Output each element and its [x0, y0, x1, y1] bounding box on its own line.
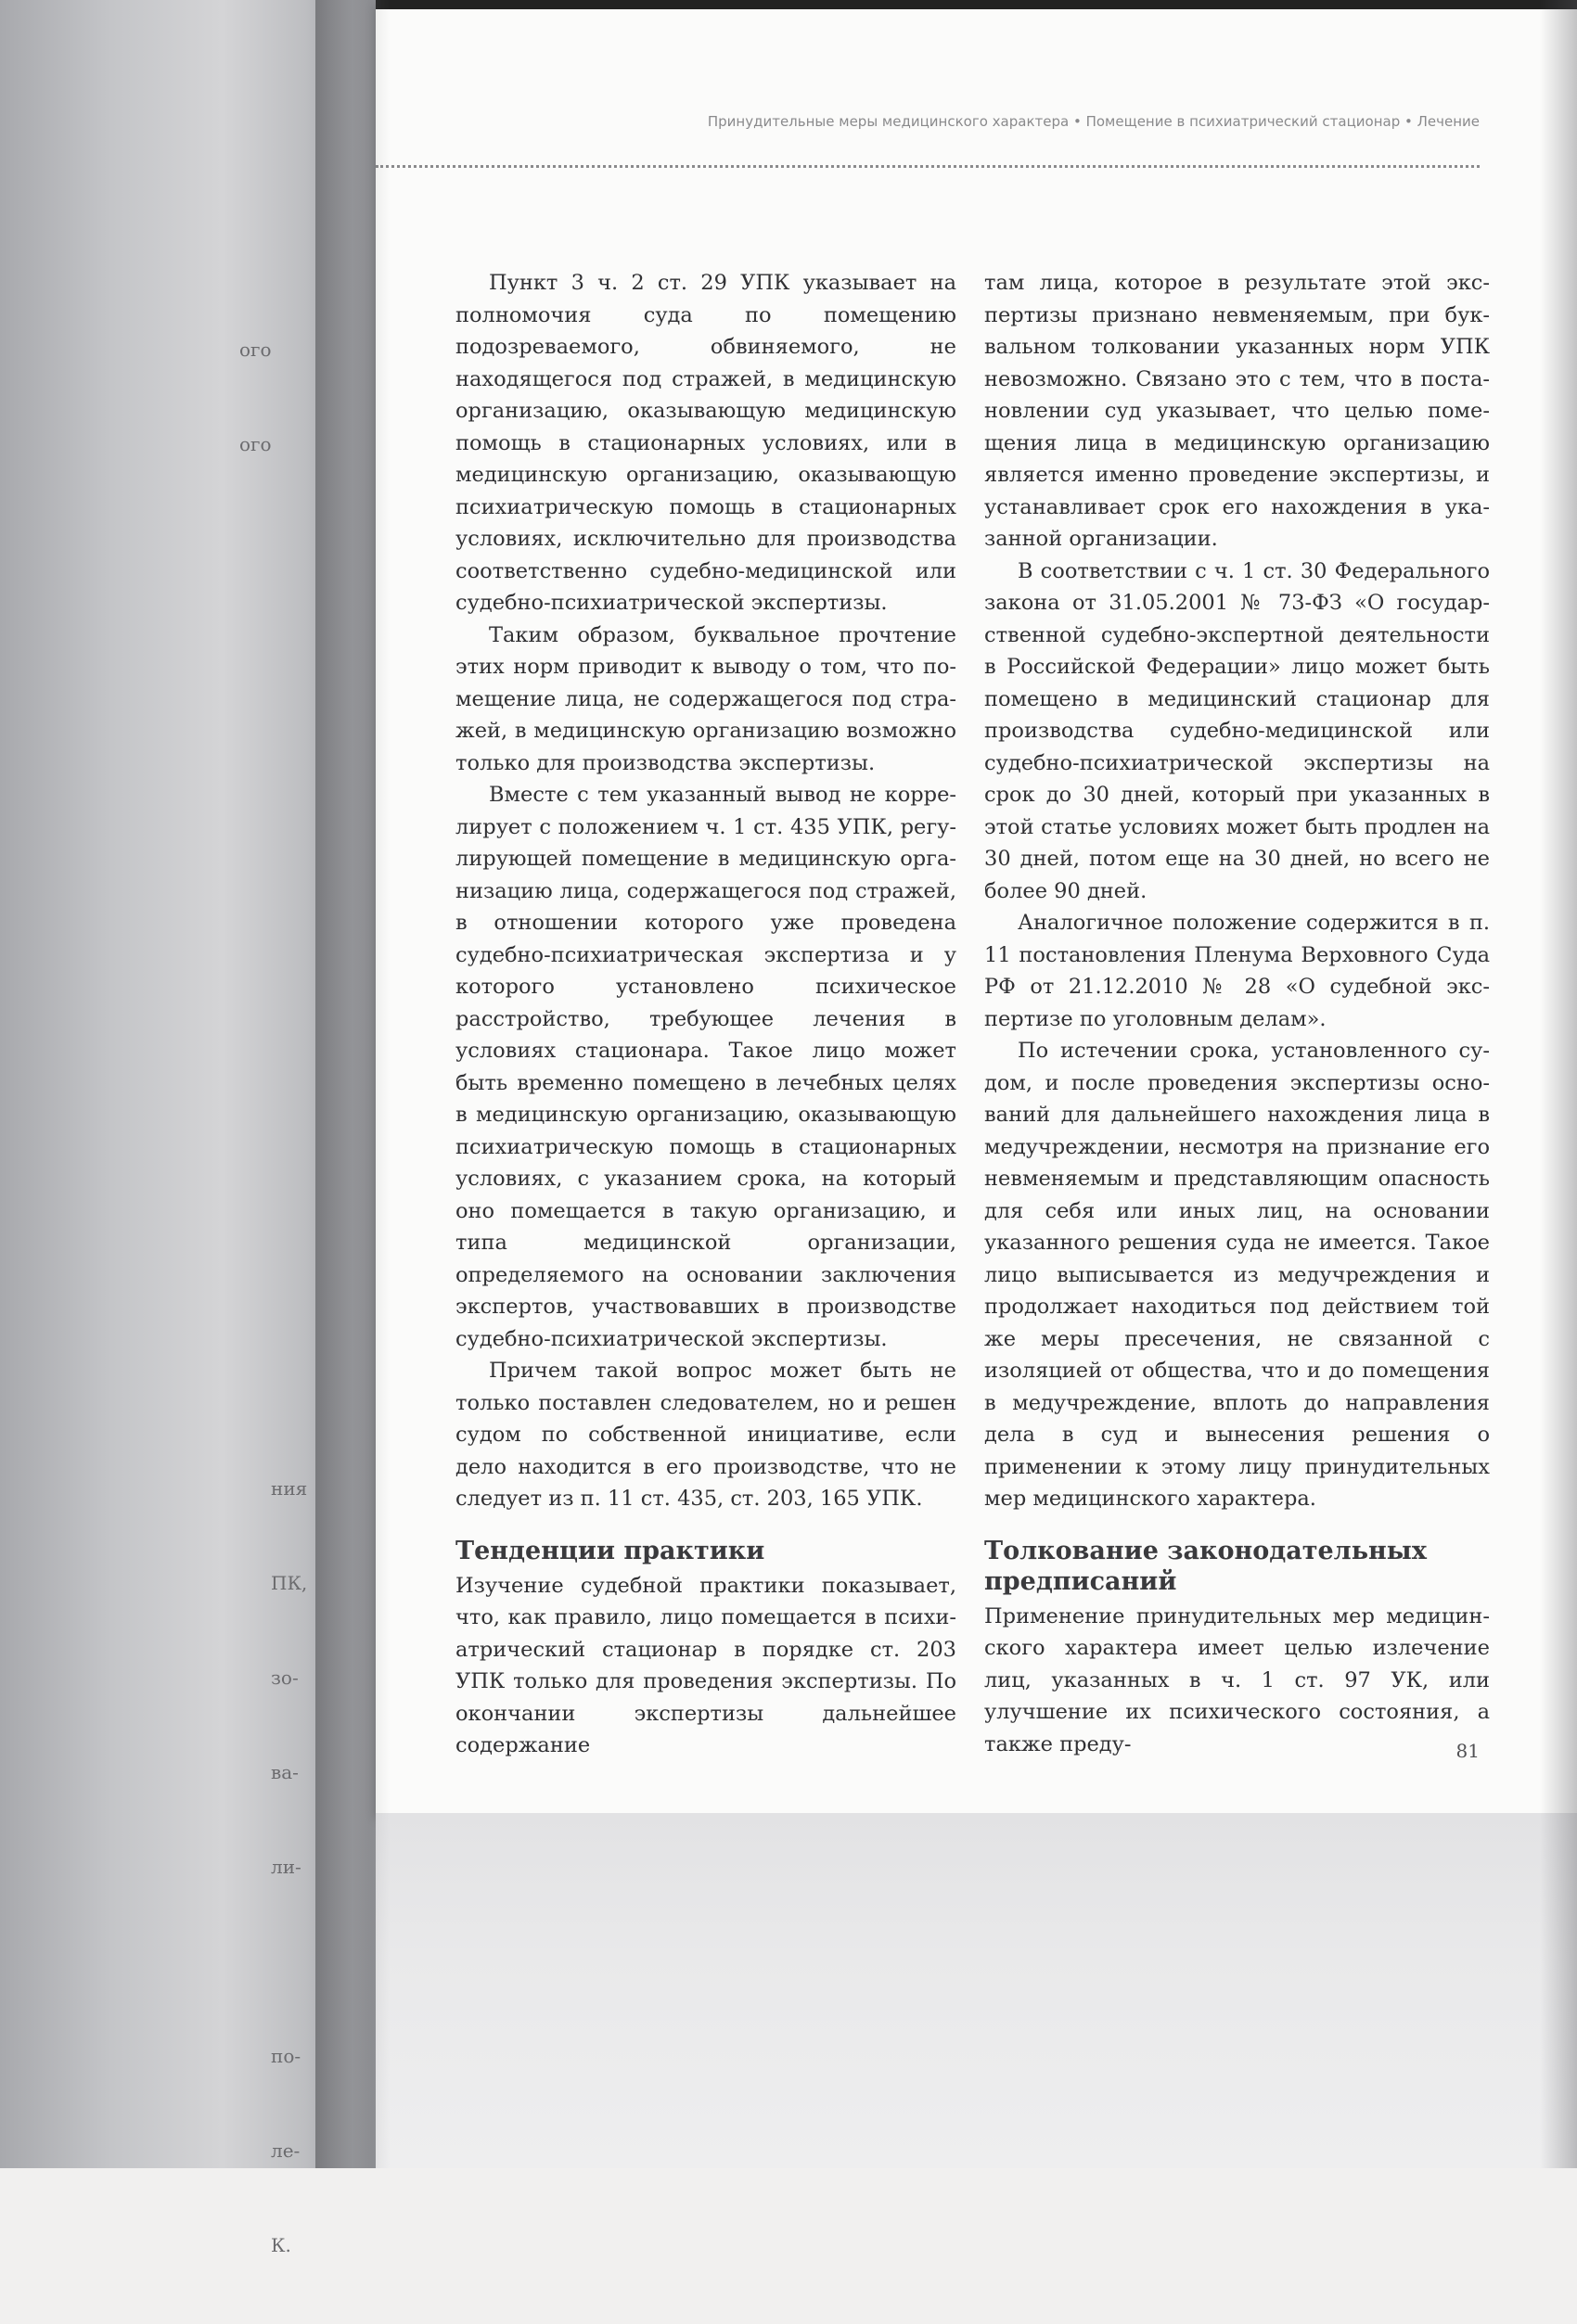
edge-fragment: ого [239, 338, 272, 361]
left-column [455, 267, 956, 1762]
edge-fragment: ПК, [271, 1572, 308, 1594]
paragraph: Таким образом, буквальное прочтение этих норм приводит к выводу о том, что помещение лица, не содержащегося под стражей, в медицинскую организацию возможно только для производства экспертизы. [455, 622, 956, 775]
page-top-edge [376, 0, 1577, 9]
facing-page-fragment-bottom [271, 1410, 307, 2324]
paragraph: Пункт 3 ч. 2 ст. 29 УПК указывает на полномочия суда по помещению подозреваемого, обвиняемого, не находящегося под стражей, в медицинскую организацию, оказывающую медицинскую помощь в стационарных условиях, или в медицинскую организацию, оказывающую психиатрическую помощь в стационарных условиях, исключительно для производства соответственно судебно-медицинской или судебно-психиатрической экспертизы. [455, 271, 956, 615]
paragraph: Изучение судебной практики показывает, что, как правило, лицо помещается в психиатрический стационар в порядке ст. 203 УПК только для проведения экспертизы. По окончании экспертизы дальнейшее содержание [455, 1573, 956, 1757]
page-number: 81 [1455, 1740, 1480, 1762]
binding-gutter-shadow [315, 0, 390, 2168]
running-head: Принудительные меры медицинского характера • Помещение в психиатрический стационар • Лечение [707, 113, 1480, 130]
edge-fragment: по- [271, 2045, 301, 2067]
edge-fragment: ния [271, 1477, 308, 1500]
edge-fragment: зо- [271, 1666, 299, 1689]
edge-fragment: ли- [271, 1856, 301, 1878]
paragraph: По истечении срока, установленного судом, и после проведения экспертизы оснований для дальнейшего нахождения лица в медучреждении, несмотря на признание его невменяемым и представляющим опасность для себя или иных лиц, на основании указанного решения суда не имеется. Такое лицо выписывается из медучреждения и продолжает находиться под действием той же меры пресечения, не связанной с изоляцией от общества, что и до помещения в медучреждение, вплоть до направления дела в суд и вынесения решения о применении к этому лицу принудительных мер медицинского характера. [984, 1039, 1490, 1511]
paragraph: В соответствии с ч. 1 ст. 30 Федерального закона от 31.05.2001 № 73-ФЗ «О государственной судебно-экспертной деятельности в Российской Федерации» лицо может быть помещено в медицинский стационар для производства судебно-медицинской или судебно-психиатрической экспертизы на срок до 30 дней, который при указанных в этой статье условиях может быть продлен на 30 дней, потом еще на 30 дней, но всего не более 90 дней. [984, 558, 1490, 903]
paragraph: там лица, которое в результате этой экспертизы признано невменяемым, при буквальном толковании указанных норм УПК невозможно. Связано это с тем, что в постановлении суд указывает, что целью помещения лица в медицинскую организацию является именно проведение экспертизы, и устанавливает срок его нахождения в указанной организации. [984, 271, 1490, 551]
section-heading: Толкование законодательных предписаний [984, 1536, 1427, 1596]
edge-fragment: К. [271, 2234, 291, 2256]
facing-page-fragment-top [239, 271, 272, 523]
paragraph: Вместе с тем указанный вывод не коррелирует с положением ч. 1 ст. 435 УПК, регулирующей помещение в медицинскую организацию лица, содержащегося под стражей, в отношении которого уже проведена судебно-психиатрическая экспертиза и у которого установлено психическое расстройство, требующее лечения в условиях стационара. Такое лицо может быть временно помещено в лечебных целях в медицинскую организацию, оказывающую психиатрическую помощь в стационарных условиях, с указанием срока, на который оно помещается в такую организацию, и типа медицинской организации, определяемого на основании заключения экспертов, участвовавших в производстве судебно-психиатрической экспертизы. [455, 783, 956, 1351]
edge-fragment: ого [239, 433, 272, 455]
edge-fragment: ва- [271, 1761, 299, 1783]
scan-edge-shadow [1540, 0, 1577, 2168]
edge-fragment: ле- [271, 2139, 301, 2162]
right-column [984, 267, 1490, 1760]
paragraph: Применение принудительных мер медицинского характера имеет целью излечение лиц, указанных в ч. 1 ст. 97 УК, или улучшение их психического состояния, а также преду- [984, 1603, 1490, 1756]
section-heading: Тенденции практики [455, 1536, 765, 1565]
header-divider [376, 165, 1480, 168]
scanner-background [376, 1813, 1577, 2168]
edge-fragment [271, 1946, 307, 1977]
paragraph: Причем такой вопрос может быть не только поставлен следователем, но и решен судом по собственной инициативе, если дело находится в его производстве, что не следует из п. 11 ст. 435, ст. 203, 165 УПК. [455, 1359, 956, 1511]
book-page [376, 0, 1577, 1813]
paragraph: Аналогичное положение содержится в п. 11 постановления Пленума Верховного Суда РФ от 21.12.2010 № 28 «О судебной экспертизе по уголовным делам». [984, 911, 1490, 1031]
